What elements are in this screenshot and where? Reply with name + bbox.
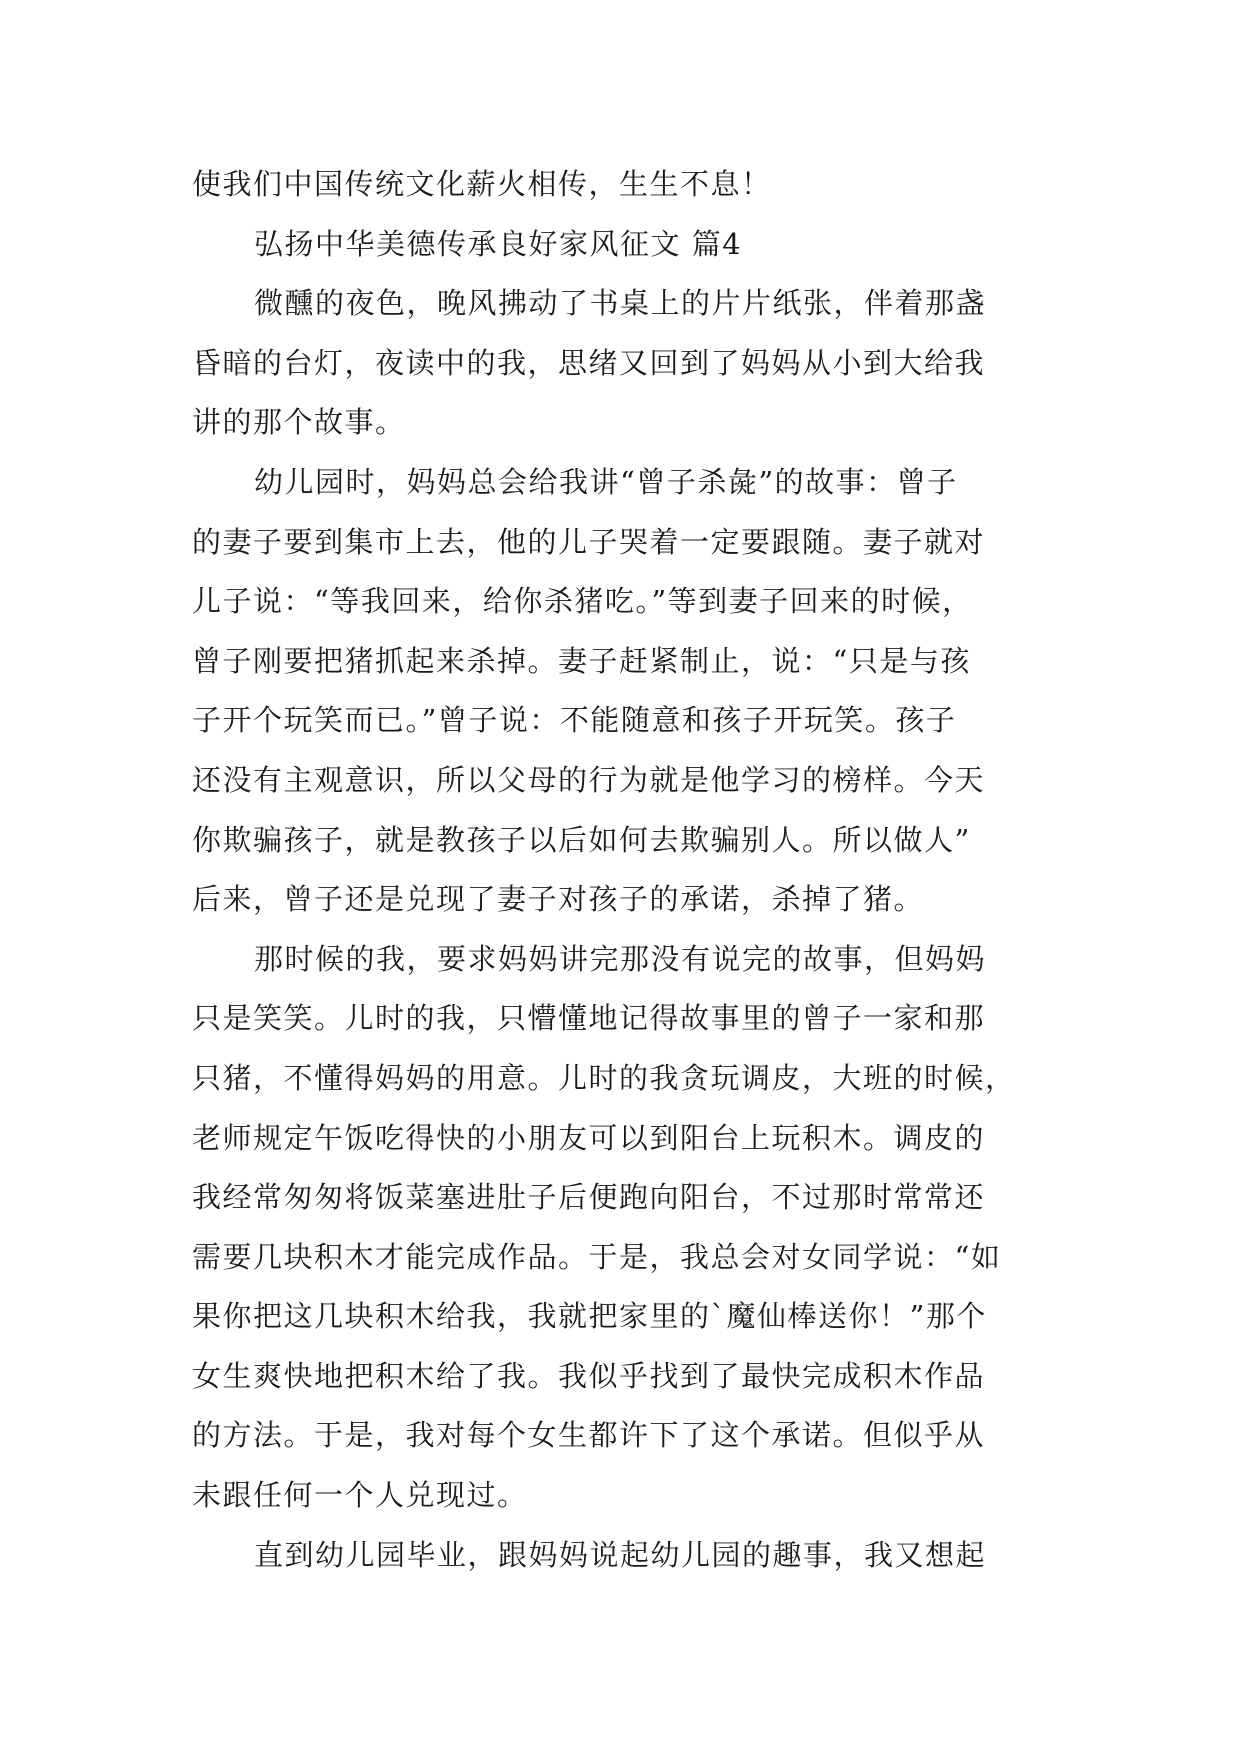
text-line: 老师规定午饭吃得快的小朋友可以到阳台上玩积木。调皮的 xyxy=(192,1120,986,1155)
text-line: 讲的那个故事。 xyxy=(192,405,406,440)
text-line: 未跟任何一个人兑现过。 xyxy=(192,1478,528,1513)
text-line: 使我们中国传统文化薪火相传，生生不息！ xyxy=(192,167,772,201)
text-line: 需要几块积木才能完成作品。于是，我总会对女同学说：“如 xyxy=(192,1239,1002,1274)
text-line: 那时候的我，要求妈妈讲完那没有说完的故事，但妈妈 xyxy=(254,941,987,976)
text-line: 的妻子要到集市上去，他的儿子哭着一定要跟随。妻子就对 xyxy=(192,524,986,559)
text-line: 果你把这几块积木给我，我就把家里的`魔仙棒送你！”那个 xyxy=(192,1299,987,1334)
text-line: 幼儿园时，妈妈总会给我讲“曾子杀彘”的故事：曾子 xyxy=(254,464,958,499)
text-line: 的方法。于是，我对每个女生都许下了这个承诺。但似乎从 xyxy=(192,1418,986,1453)
text-line: 子开个玩笑而已。”曾子说：不能随意和孩子开玩笑。孩子 xyxy=(192,703,957,738)
document-body xyxy=(192,155,1052,1585)
text-line: 我经常匆匆将饭菜塞进肚子后便跑向阳台，不过那时常常还 xyxy=(192,1180,986,1215)
text-line: 昏暗的台灯，夜读中的我，思绪又回到了妈妈从小到大给我 xyxy=(192,345,986,380)
text-line: 只猪，不懂得妈妈的用意。儿时的我贪玩调皮，大班的时候， xyxy=(192,1060,1016,1095)
text-line: 直到幼儿园毕业，跟妈妈说起幼儿园的趣事，我又想起 xyxy=(254,1537,987,1572)
text-line: 女生爽快地把积木给了我。我似乎找到了最快完成积木作品 xyxy=(192,1358,986,1393)
text-line: 微醺的夜色，晚风拂动了书桌上的片片纸张，伴着那盏 xyxy=(254,286,987,321)
section-heading: 弘扬中华美德传承良好家风征文 篇4 xyxy=(254,226,743,261)
text-line: 曾子刚要把猪抓起来杀掉。妻子赶紧制止，说：“只是与孩 xyxy=(192,643,971,678)
text-line: 只是笑笑。儿时的我，只懵懂地记得故事里的曾子一家和那 xyxy=(192,1001,986,1036)
text-line: 后来，曾子还是兑现了妻子对孩子的承诺，杀掉了猪。 xyxy=(192,882,925,917)
text-line: 你欺骗孩子，就是教孩子以后如何去欺骗别人。所以做人” xyxy=(192,822,971,857)
text-line: 儿子说：“等我回来，给你杀猪吃。”等到妻子回来的时候， xyxy=(192,584,973,619)
text-line: 还没有主观意识，所以父母的行为就是他学习的榜样。今天 xyxy=(192,762,986,797)
